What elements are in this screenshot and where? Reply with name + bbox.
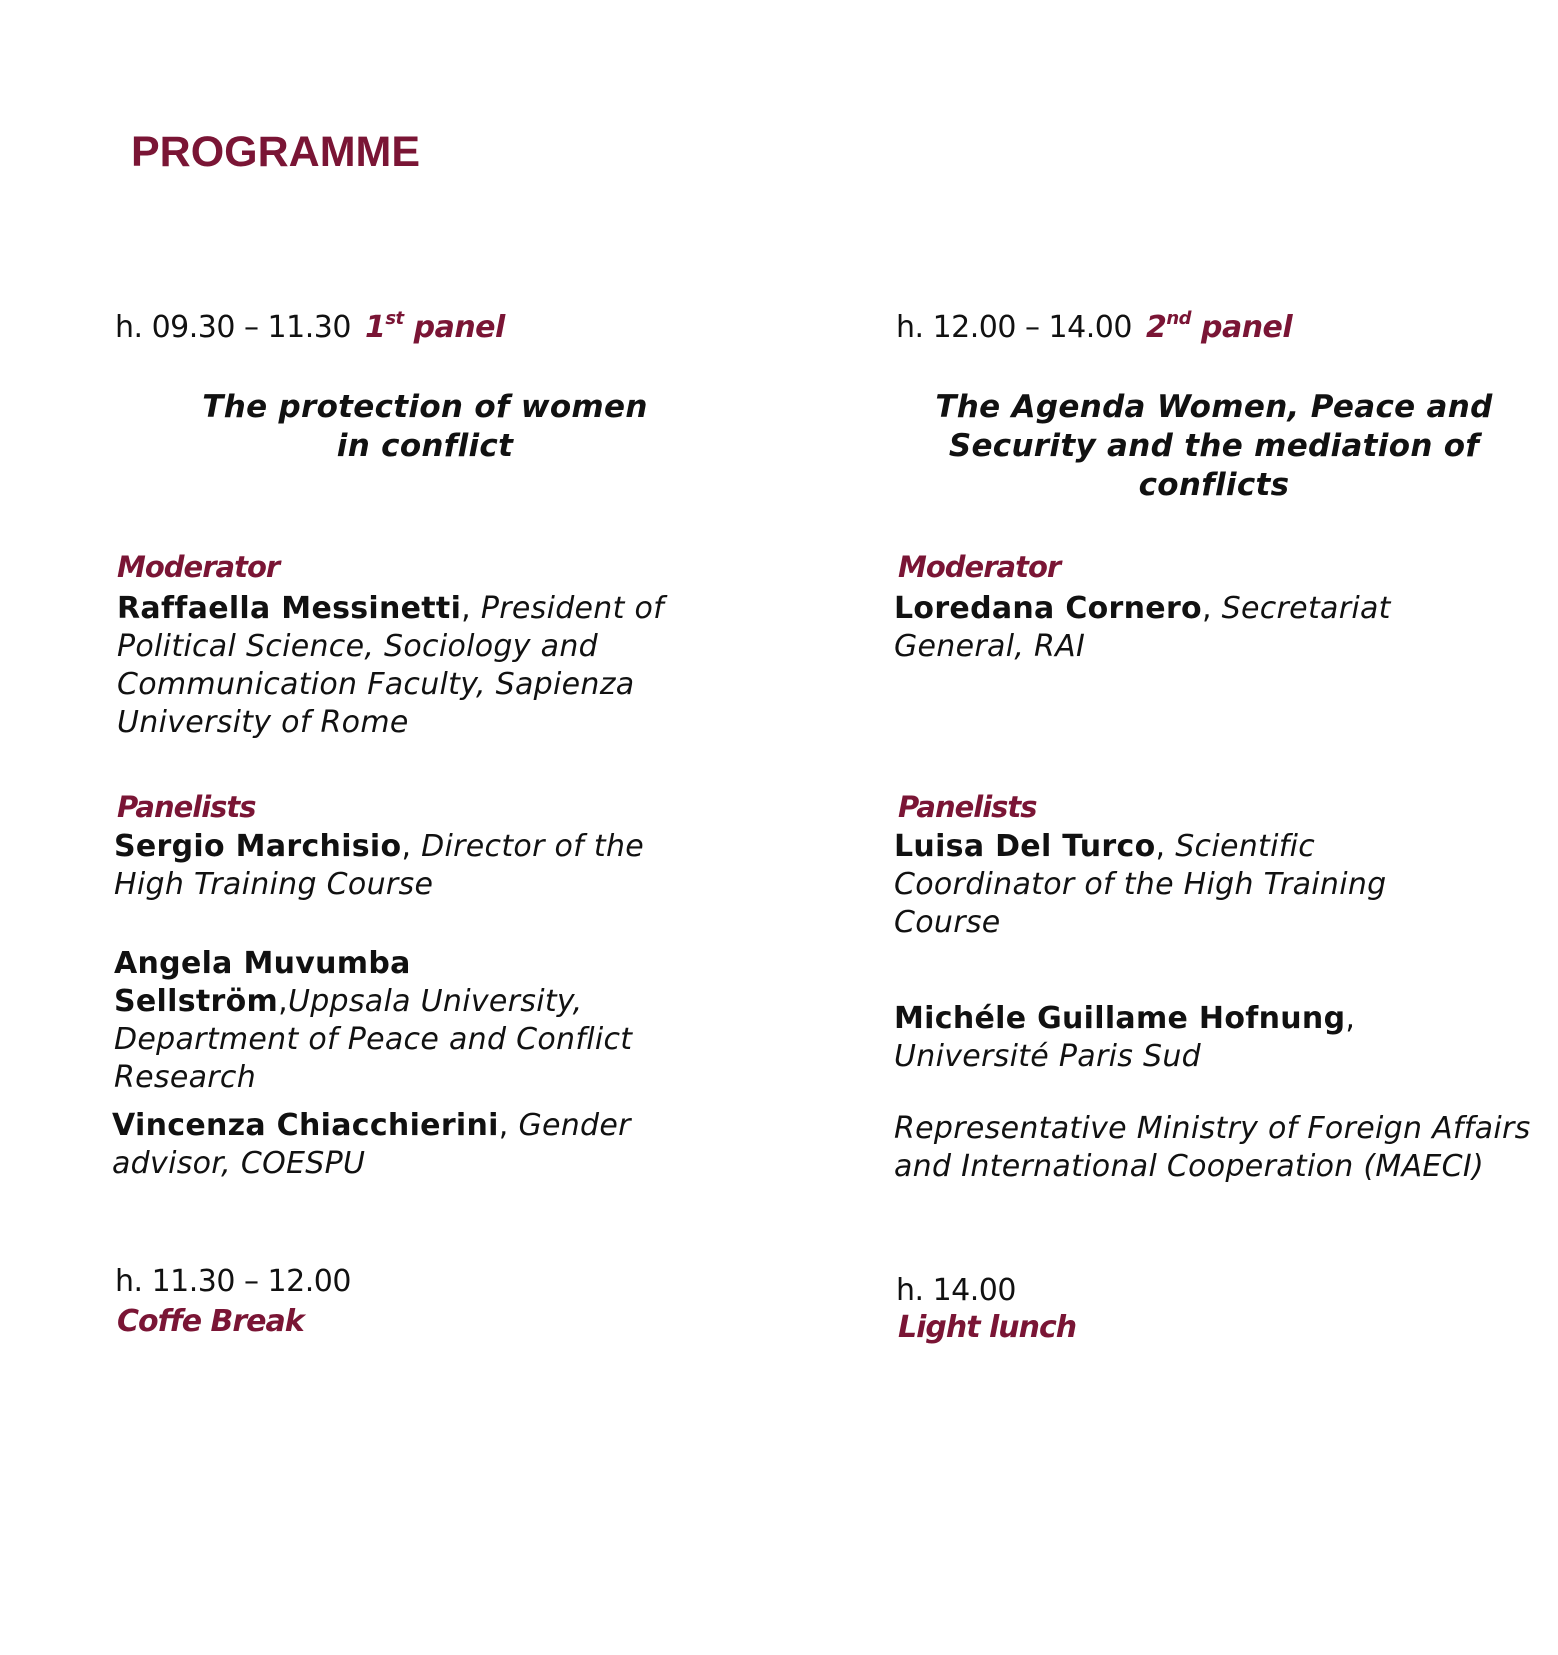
- panel-1-title-line: The protection of women: [202, 389, 648, 425]
- person-role: Scientific Coordinator of the High Training Course: [894, 829, 1387, 940]
- moderator-label: Moderator: [898, 550, 1061, 584]
- person-role: Secretariat General, RAI: [894, 591, 1391, 664]
- panel-2-time: h. 12.00 – 14.00: [896, 310, 1132, 345]
- panelist-entry: [114, 828, 674, 904]
- panel-2-heading: [896, 310, 1292, 345]
- panelist-entry: [114, 945, 679, 1097]
- separator: ,: [1345, 1001, 1356, 1036]
- panel-1-title-line: in conflict: [336, 428, 514, 464]
- panelists-label: Panelists: [898, 790, 1037, 824]
- moderator-label: Moderator: [117, 550, 280, 584]
- panel-1-label: 1st panel: [364, 308, 505, 345]
- person-name: Angela Muvumba Sellström: [114, 946, 411, 1019]
- panel-2-label: 2nd panel: [1145, 308, 1293, 345]
- person-role: Representative Ministry of Foreign Affairs and International Cooperation (MAECI): [894, 1111, 1531, 1184]
- person-role: President of Political Science, Sociology and Communication Faculty, Sapienza University of Rome: [117, 591, 665, 740]
- break-time: h. 14.00: [896, 1273, 1016, 1308]
- panelist-entry: [894, 1110, 1534, 1186]
- panel-1-heading: [115, 310, 505, 345]
- panelist-entry: [894, 828, 1454, 942]
- break-label: Light lunch: [898, 1310, 1077, 1345]
- panelist-entry: [112, 1107, 672, 1183]
- separator: ,: [278, 984, 288, 1019]
- break-label: Coffe Break: [117, 1304, 304, 1339]
- panel-2-title-line: conflicts: [1138, 467, 1290, 503]
- person-name: Luisa Del Turco: [894, 829, 1156, 864]
- break-time: h. 11.30 – 12.00: [115, 1264, 351, 1299]
- person-role: Uppsala University, Department of Peace and Conflict Research: [114, 984, 633, 1095]
- panel-2-title-line: The Agenda Women, Peace and: [935, 389, 1493, 425]
- panel-1-time: h. 09.30 – 11.30: [115, 310, 351, 345]
- panel-1-title: [120, 388, 730, 466]
- person-name: Vincenza Chiacchierini: [112, 1108, 499, 1143]
- panelists-label: Panelists: [117, 790, 256, 824]
- panel-column-2: [779, 0, 1558, 1655]
- person-name: Raffaella Messinetti: [117, 591, 462, 626]
- separator: ,: [498, 1108, 519, 1143]
- person-role: Director of the High Training Course: [114, 829, 645, 902]
- panel-2-title: [889, 388, 1539, 505]
- moderator-entry: [894, 590, 1414, 666]
- person-name: Sergio Marchisio: [114, 829, 402, 864]
- panelist-entry: [894, 1000, 1454, 1076]
- page-title: PROGRAMME: [131, 128, 421, 176]
- person-role: Gender advisor, COESPU: [112, 1108, 631, 1181]
- panel-2-title-line: Security and the mediation of: [948, 428, 1480, 464]
- separator: ,: [461, 591, 481, 626]
- separator: ,: [1155, 829, 1176, 864]
- person-name: Loredana Cornero: [894, 591, 1202, 626]
- separator: ,: [401, 829, 422, 864]
- separator: ,: [1201, 591, 1222, 626]
- moderator-entry: [117, 590, 677, 742]
- person-role: Université Paris Sud: [894, 1039, 1201, 1074]
- person-name: Michéle Guillame Hofnung: [894, 1001, 1346, 1036]
